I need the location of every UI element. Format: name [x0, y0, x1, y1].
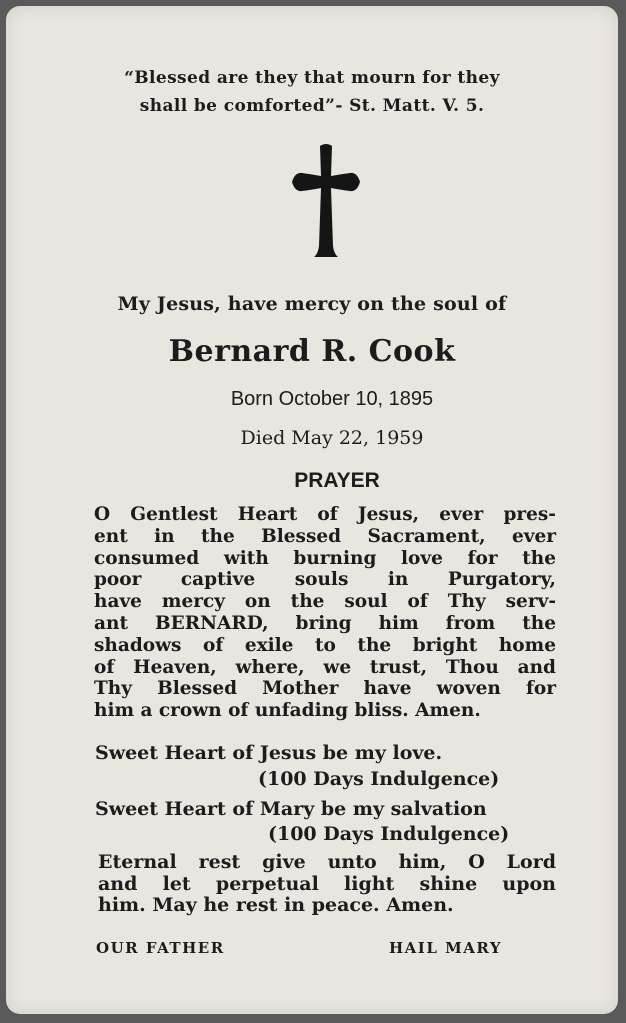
- aspiration-jesus: Sweet Heart of Jesus be my love.: [95, 742, 443, 764]
- indulgence-jesus: (100 Days Indulgence): [258, 768, 500, 790]
- hail-mary-label: HAIL MARY: [389, 939, 503, 957]
- our-father-label: OUR FATHER: [96, 939, 225, 957]
- prayer-line: ent in the Blessed Sacrament, ever: [94, 525, 556, 547]
- prayer-line: ant BERNARD, bring him from the: [94, 612, 556, 634]
- memorial-card: [6, 6, 618, 1014]
- birth-date: Born October 10, 1895: [230, 388, 434, 410]
- eternal-line: him. May he rest in peace. Amen.: [98, 894, 454, 916]
- prayer-line: O Gentlest Heart of Jesus, ever pres-: [94, 504, 556, 525]
- intro-line: My Jesus, have mercy on the soul of: [117, 293, 507, 315]
- verse-line-1: “Blessed are they that mourn for they: [124, 68, 500, 88]
- eternal-line: and let perpetual light shine upon: [98, 872, 556, 895]
- prayer-line: Thy Blessed Mother have woven for: [94, 678, 556, 700]
- indulgence-mary: (100 Days Indulgence): [268, 823, 510, 845]
- scripture-verse: [6, 64, 618, 120]
- prayer-line: him a crown of unfading bliss. Amen.: [94, 700, 481, 722]
- prayer-line: poor captive souls in Purgatory,: [94, 569, 556, 591]
- prayer-heading: PRAYER: [294, 469, 380, 492]
- cross-icon: [290, 142, 362, 260]
- aspiration-mary: Sweet Heart of Mary be my salvation: [95, 798, 487, 820]
- eternal-rest-prayer: [98, 852, 556, 917]
- prayer-text: [94, 504, 556, 722]
- deceased-name: Bernard R. Cook: [168, 334, 456, 369]
- prayer-line: have mercy on the soul of Thy serv-: [94, 591, 556, 613]
- death-date: Died May 22, 1959: [240, 427, 424, 449]
- verse-line-2: shall be comforted”- St. Matt. V. 5.: [139, 96, 485, 116]
- prayer-line: of Heaven, where, we trust, Thou and: [94, 656, 556, 678]
- prayer-line: consumed with burning love for the: [94, 547, 556, 569]
- prayer-line: shadows of exile to the bright home: [94, 634, 556, 656]
- eternal-line: Eternal rest give unto him, O Lord: [98, 851, 556, 873]
